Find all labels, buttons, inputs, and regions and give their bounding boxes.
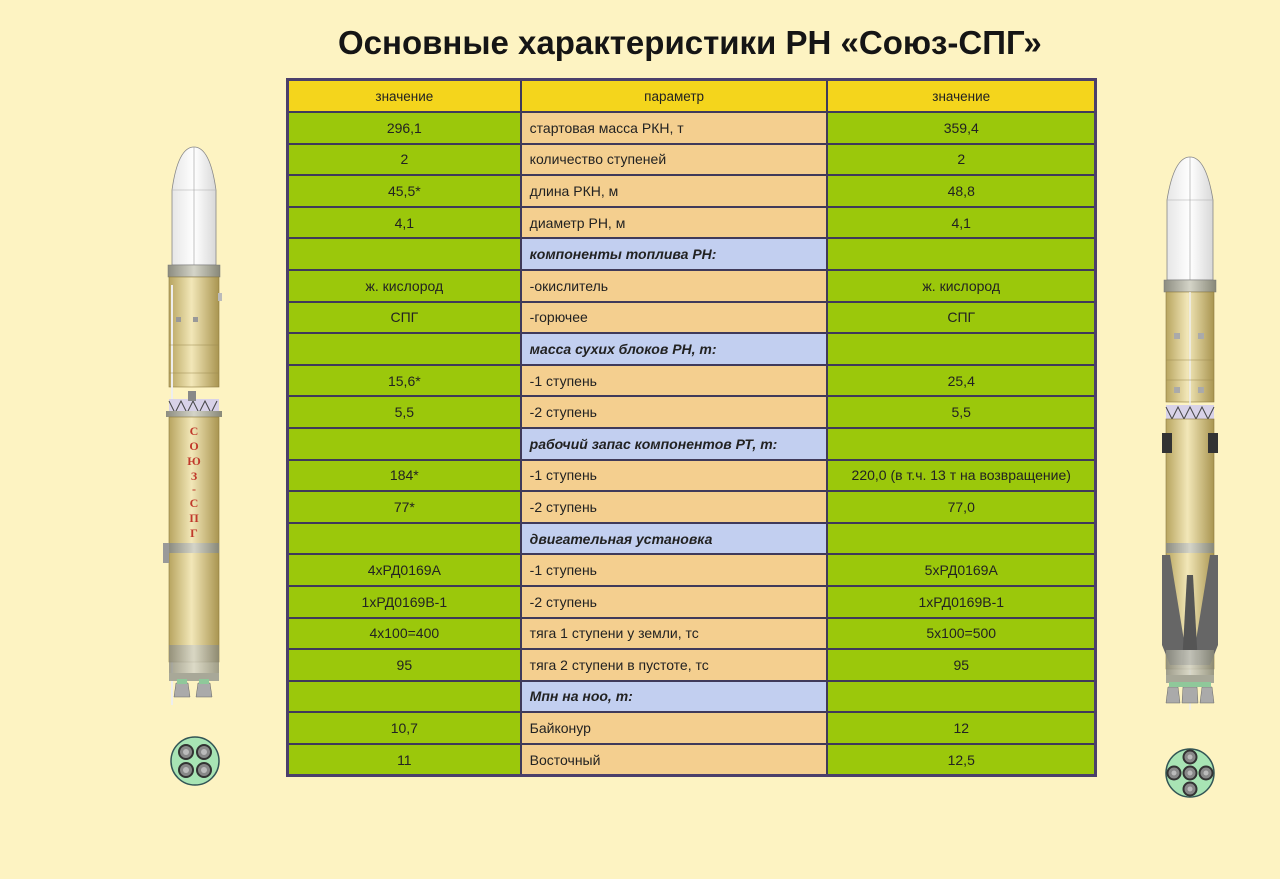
cell-value-left: 4хРД0169А — [288, 554, 521, 586]
table-header-row — [288, 80, 1096, 113]
engine-layout-5-icon — [1163, 746, 1217, 800]
cell-value-left: ж. кислород — [288, 270, 521, 302]
cell-value-right — [827, 681, 1095, 713]
cell-section-title: Мпн на ноо, т: — [521, 681, 828, 713]
cell-parameter: тяга 2 ступени в пустоте, тс — [521, 649, 828, 681]
table-row — [288, 175, 1096, 207]
page-title: Основные характеристики РН «Союз-СПГ» — [338, 24, 1042, 61]
table-row — [288, 112, 1096, 144]
svg-text:-: - — [192, 482, 196, 496]
table-row — [288, 460, 1096, 492]
cell-parameter: диаметр РН, м — [521, 207, 828, 239]
table-body — [288, 112, 1096, 776]
table-section-row — [288, 238, 1096, 270]
cell-value-right: 48,8 — [827, 175, 1095, 207]
table-row — [288, 744, 1096, 776]
table-section-row — [288, 428, 1096, 460]
cell-parameter: Байконур — [521, 712, 828, 744]
table-row — [288, 554, 1096, 586]
cell-value-left: 15,6* — [288, 365, 521, 397]
cell-section-title: компоненты топлива РН: — [521, 238, 828, 270]
header-value-right: значение — [827, 80, 1095, 113]
header-parameter: параметр — [521, 80, 828, 113]
cell-value-left: 10,7 — [288, 712, 521, 744]
cell-parameter: -2 ступень — [521, 586, 828, 618]
rocket-label-char: С — [189, 424, 199, 438]
cell-section-title: двигательная установка — [521, 523, 828, 555]
cell-value-right: 12,5 — [827, 744, 1095, 776]
cell-value-left: 95 — [288, 649, 521, 681]
cell-parameter: -1 ступень — [521, 460, 828, 492]
cell-value-right: 4,1 — [827, 207, 1095, 239]
svg-text:О: О — [189, 439, 199, 453]
cell-value-right — [827, 238, 1095, 270]
table-row — [288, 144, 1096, 176]
table-row — [288, 712, 1096, 744]
svg-text:С: С — [189, 496, 199, 510]
cell-value-left: 5,5 — [288, 396, 521, 428]
cell-value-right — [827, 428, 1095, 460]
cell-value-left: 296,1 — [288, 112, 521, 144]
cell-value-right: 5,5 — [827, 396, 1095, 428]
rocket-soyuz-spg-5-engine-illustration — [1160, 155, 1220, 710]
cell-parameter: -горючее — [521, 302, 828, 334]
svg-text:Ю: Ю — [187, 454, 201, 468]
table-row — [288, 270, 1096, 302]
cell-value-left: СПГ — [288, 302, 521, 334]
cell-value-left: 184* — [288, 460, 521, 492]
cell-value-left: 1хРД0169В-1 — [288, 586, 521, 618]
cell-value-right — [827, 333, 1095, 365]
table-row — [288, 618, 1096, 650]
cell-value-left — [288, 238, 521, 270]
table-row — [288, 586, 1096, 618]
cell-value-left — [288, 523, 521, 555]
svg-text:З: З — [190, 469, 198, 483]
table-row — [288, 491, 1096, 523]
cell-value-right: 25,4 — [827, 365, 1095, 397]
cell-value-right: ж. кислород — [827, 270, 1095, 302]
cell-value-left: 2 — [288, 144, 521, 176]
cell-value-right: 77,0 — [827, 491, 1095, 523]
cell-value-left: 77* — [288, 491, 521, 523]
cell-parameter: -окислитель — [521, 270, 828, 302]
engine-layout-4-icon — [169, 735, 221, 787]
cell-value-right: 359,4 — [827, 112, 1095, 144]
cell-value-left: 4х100=400 — [288, 618, 521, 650]
svg-text:Г: Г — [190, 526, 198, 540]
cell-value-right — [827, 523, 1095, 555]
header-value-left: значение — [288, 80, 521, 113]
cell-value-left — [288, 333, 521, 365]
cell-value-right: 12 — [827, 712, 1095, 744]
table-section-row — [288, 681, 1096, 713]
cell-parameter: -2 ступень — [521, 491, 828, 523]
cell-value-left: 45,5* — [288, 175, 521, 207]
cell-value-right: 95 — [827, 649, 1095, 681]
cell-value-left — [288, 681, 521, 713]
cell-parameter: -2 ступень — [521, 396, 828, 428]
cell-parameter: стартовая масса РКН, т — [521, 112, 828, 144]
cell-parameter: -1 ступень — [521, 554, 828, 586]
table-row — [288, 302, 1096, 334]
svg-text:П: П — [189, 511, 199, 525]
table-section-row — [288, 333, 1096, 365]
cell-parameter: -1 ступень — [521, 365, 828, 397]
spec-table — [286, 78, 1097, 777]
table-section-row — [288, 523, 1096, 555]
cell-section-title: масса сухих блоков РН, т: — [521, 333, 828, 365]
cell-parameter: Восточный — [521, 744, 828, 776]
table-row — [288, 207, 1096, 239]
cell-value-left: 4,1 — [288, 207, 521, 239]
cell-value-right: СПГ — [827, 302, 1095, 334]
cell-value-right: 2 — [827, 144, 1095, 176]
rocket-soyuz-spg-4-engine-illustration — [160, 145, 230, 705]
table-row — [288, 649, 1096, 681]
cell-value-right: 220,0 (в т.ч. 13 т на возвращение) — [827, 460, 1095, 492]
cell-section-title: рабочий запас компонентов РТ, т: — [521, 428, 828, 460]
table-row — [288, 365, 1096, 397]
cell-value-right: 5х100=500 — [827, 618, 1095, 650]
cell-parameter: тяга 1 ступени у земли, тс — [521, 618, 828, 650]
table-row — [288, 396, 1096, 428]
cell-parameter: длина РКН, м — [521, 175, 828, 207]
cell-value-right: 1хРД0169В-1 — [827, 586, 1095, 618]
cell-value-left — [288, 428, 521, 460]
cell-value-right: 5хРД0169А — [827, 554, 1095, 586]
cell-value-left: 11 — [288, 744, 521, 776]
cell-parameter: количество ступеней — [521, 144, 828, 176]
